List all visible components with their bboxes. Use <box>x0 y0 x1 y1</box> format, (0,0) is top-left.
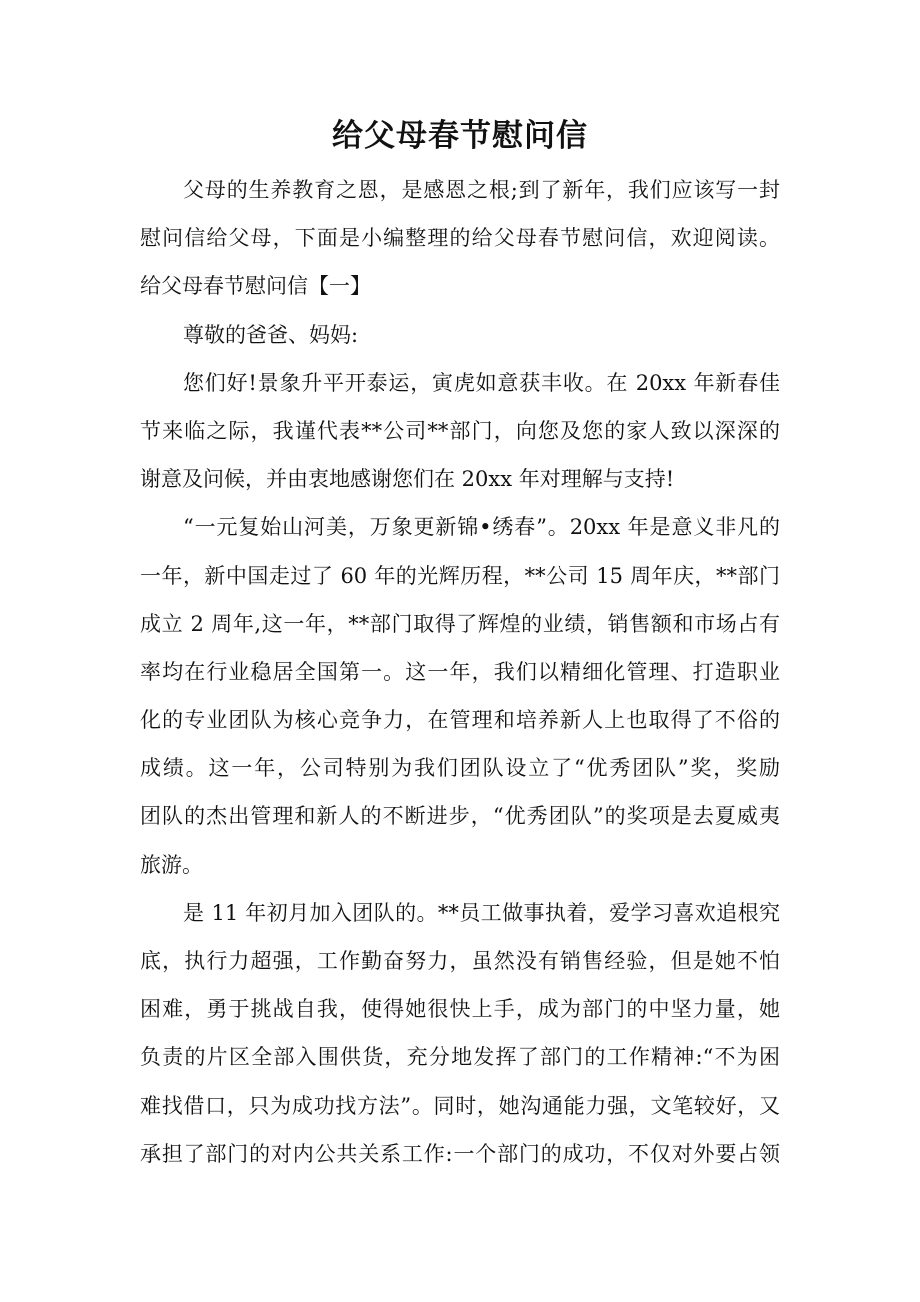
paragraph-line: 是 11 年初月加入团队的。**员工做事执着，爱学习喜欢追根究 <box>183 900 780 925</box>
paragraph-line: 成绩。这一年，公司特别为我们团队设立了“优秀团队”奖，奖励 <box>140 756 780 781</box>
paragraph-line: 节来临之际，我谨代表**公司**部门，向您及您的家人致以深深的 <box>140 418 780 443</box>
section-heading: 给父母春节慰问信【一】 <box>140 274 371 299</box>
document-title: 给父母春节慰问信 <box>332 118 588 154</box>
paragraph-line: 底，执行力超强，工作勤奋努力，虽然没有销售经验，但是她不怕 <box>140 949 780 973</box>
paragraph-line: 化的专业团队为核心竞争力，在管理和培养新人上也取得了不俗的 <box>140 708 780 733</box>
paragraph-line: 父母的生养教育之恩，是感恩之根;到了新年，我们应该写一封 <box>183 178 780 202</box>
paragraph-line: 您们好!景象升平开泰运，寅虎如意获丰收。在 20xx 年新春佳 <box>183 370 780 395</box>
paragraph-line: 成立 2 周年,这一年，**部门取得了辉煌的业绩，销售额和市场占有 <box>140 611 780 636</box>
paragraph-line: “一元复始山河美，万象更新锦•绣春”。20xx 年是意义非凡的 <box>183 515 780 540</box>
paragraph-line: 难找借口，只为成功找方法”。同时，她沟通能力强，文笔较好，又 <box>140 1093 780 1118</box>
paragraph-line: 团队的杰出管理和新人的不断进步，“优秀团队”的奖项是去夏威夷 <box>140 804 780 829</box>
paragraph-line: 旅游。 <box>140 852 203 877</box>
paragraph-line: 承担了部门的对内公共关系工作:一个部门的成功，不仅对外要占领 <box>140 1141 780 1166</box>
paragraph-line: 困难，勇于挑战自我，使得她很快上手，成为部门的中坚力量，她 <box>140 997 780 1022</box>
paragraph-line: 慰问信给父母，下面是小编整理的给父母春节慰问信，欢迎阅读。 <box>140 226 780 251</box>
salutation-line: 尊敬的爸爸、妈妈: <box>183 322 359 347</box>
paragraph-line: 负责的片区全部入围供货，充分地发挥了部门的工作精神:“不为困 <box>140 1045 780 1070</box>
document-body <box>140 166 780 1178</box>
paragraph-line: 一年，新中国走过了 60 年的光辉历程，**公司 15 周年庆，**部门 <box>140 563 780 588</box>
paragraph-line: 率均在行业稳居全国第一。这一年，我们以精细化管理、打造职业 <box>140 659 780 684</box>
paragraph-line: 谢意及问候，并由衷地感谢您们在 20xx 年对理解与支持! <box>140 467 675 492</box>
